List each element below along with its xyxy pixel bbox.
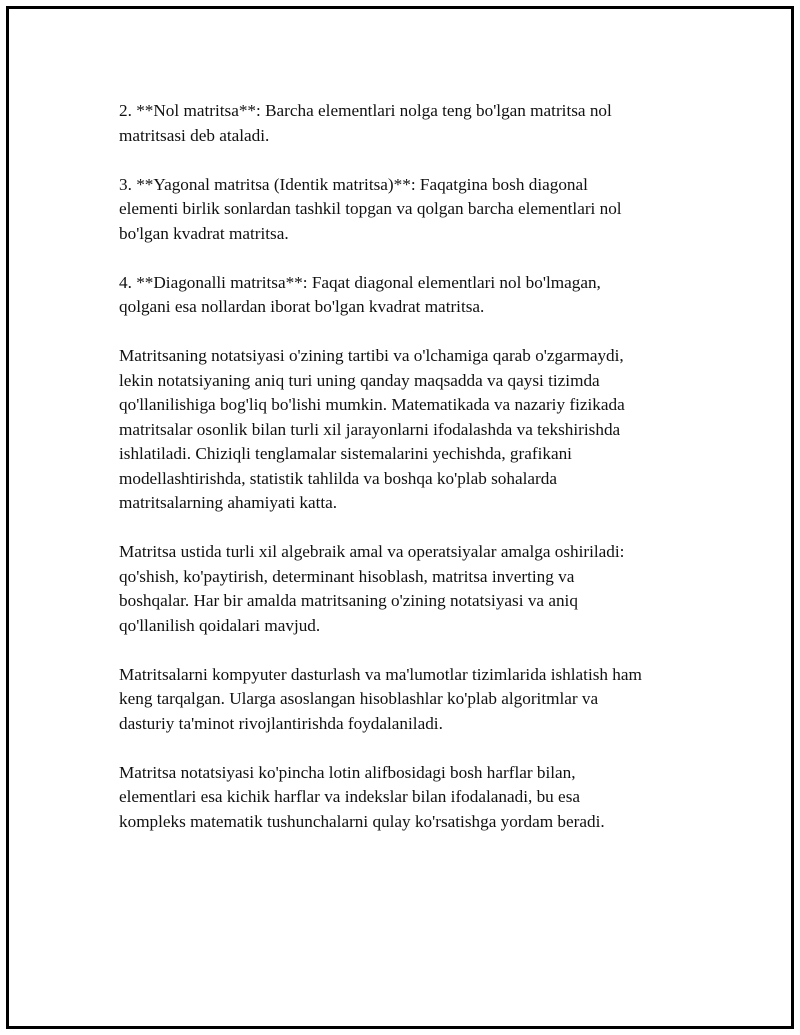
paragraph-harflar: Matritsa notatsiyasi ko'pincha lotin alifbosidagi bosh harflar bilan, elementlari esa kichik harflar va indekslar bilan ifodalanadi, bu esa kompleks matematik tushunchalarni qulay ko'rsatishga yordam beradi. bbox=[119, 762, 605, 831]
paragraph-notatsiya: Matritsaning notatsiyasi o'zining tartibi va o'lchamiga qarab o'zgarmaydi, lekin notatsiyaning aniq turi uning qanday maqsadda va qaysi tizimda qo'llanilishiga bog'liq bo'lishi mumkin. Matematikada va nazariy fizikada matritsalar osonlik bilan turli xil jarayonlarni ifodalashda va tekshirishda ishlatiladi. Chiziqli tenglamalar sistemalarini yechishda, grafikani modellashtirishda, statistik tahlilda va boshqa ko'plab sohalarda matritsalarning ahamiyati katta. bbox=[119, 346, 625, 512]
document-page bbox=[6, 6, 794, 1029]
paragraph-diagonalli-matritsa: 4. **Diagonalli matritsa**: Faqat diagonal elementlari nol bo'lmagan, qolgani esa nollardan iborat bo'lgan kvadrat matritsa. bbox=[119, 272, 601, 316]
paragraph-amallar: Matritsa ustida turli xil algebraik amal va operatsiyalar amalga oshiriladi: qo'shish, ko'paytirish, determinant hisoblash, matritsa inverting va boshqalar. Har bir amalda matritsaning o'zining notatsiyasi va aniq qo'llanilish qoidalari mavjud. bbox=[119, 542, 625, 635]
paragraph-yagonal-matritsa: 3. **Yagonal matritsa (Identik matritsa)**: Faqatgina bosh diagonal elementi birlik sonlardan tashkil topgan va qolgan barcha elementlari nol bo'lgan kvadrat matritsa. bbox=[119, 174, 622, 243]
paragraph-kompyuter: Matritsalarni kompyuter dasturlash va ma'lumotlar tizimlarida ishlatish ham keng tarqalgan. Ularga asoslangan hisoblashlar ko'plab algoritmlar va dasturiy ta'minot rivojlantirishda foydalaniladi. bbox=[119, 664, 642, 733]
paragraph-nol-matritsa: 2. **Nol matritsa**: Barcha elementlari nolga teng bo'lgan matritsa nol matritsasi deb ataladi. bbox=[119, 101, 612, 145]
document-body bbox=[119, 99, 709, 859]
